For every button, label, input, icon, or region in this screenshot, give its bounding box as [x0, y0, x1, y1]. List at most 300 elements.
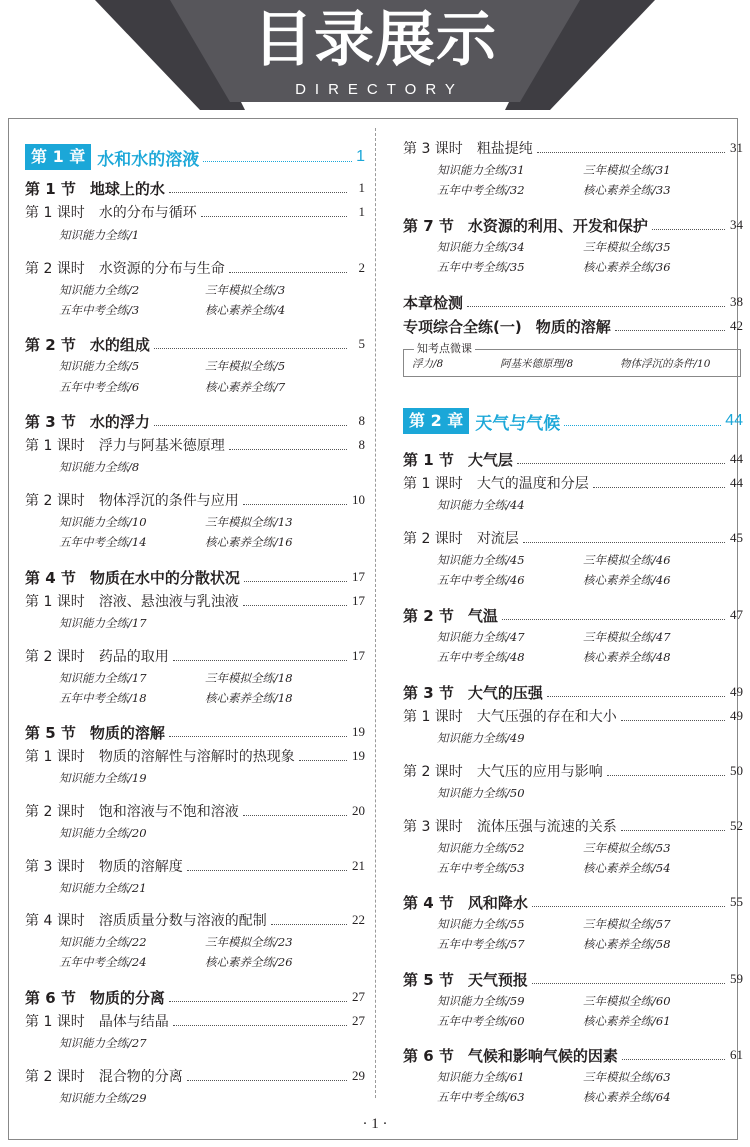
toc-lesson-entry[interactable] — [25, 855, 365, 877]
exercise-link[interactable]: 知识能力全练/5 — [59, 359, 140, 373]
exercise-link[interactable]: 三年模拟全练/13 — [205, 515, 293, 529]
entry-label — [403, 449, 513, 470]
exercise-row — [59, 768, 365, 788]
exercise-link[interactable]: 五年中考全练/3 — [59, 303, 140, 317]
entry-title: 气温 — [467, 606, 498, 625]
page-number-ref: 17 — [352, 569, 365, 584]
dot-leader — [532, 983, 725, 984]
page-number-ref: 49 — [730, 684, 743, 699]
exercise-link[interactable]: 三年模拟全练/5 — [205, 359, 286, 373]
entry-label — [25, 258, 225, 278]
entry-title: 物质的分离 — [89, 988, 165, 1007]
exercise-link[interactable]: 核心素养全练/4 — [205, 303, 286, 317]
entry-label — [25, 722, 165, 743]
exercise-link[interactable]: 知识能力全练/34 — [437, 240, 525, 254]
toc-section-entry[interactable] — [25, 177, 365, 199]
exercise-link[interactable]: 三年模拟全练/31 — [583, 163, 671, 177]
entry-title: 水资源的利用、开发和保护 — [467, 216, 648, 235]
entry-number: 第 5 节 — [25, 723, 76, 742]
exercise-link[interactable]: 知识能力全练/59 — [437, 994, 525, 1008]
exercise-link[interactable]: 核心素养全练/64 — [583, 1090, 671, 1104]
exercise-row — [437, 1067, 743, 1087]
dot-leader — [621, 830, 725, 831]
toc-section-entry[interactable] — [403, 214, 743, 236]
entry-number: 第 6 节 — [403, 1046, 454, 1065]
page-number-ref: 42 — [730, 318, 743, 333]
entry-number: 第 1 课时 — [403, 476, 463, 492]
exercise-link[interactable]: 五年中考全练/24 — [59, 955, 147, 969]
entry-label — [25, 411, 150, 432]
exercise-link[interactable]: 三年模拟全练/63 — [583, 1070, 671, 1084]
exercise-link[interactable]: 三年模拟全练/3 — [205, 283, 286, 297]
entry-number: 第 3 节 — [25, 412, 76, 431]
entry-number: 专项综合全练(一) — [403, 317, 522, 336]
entry-title: 大气的压强 — [467, 683, 543, 702]
exercise-link[interactable]: 知识能力全练/8 — [59, 460, 140, 474]
toc-lesson-entry[interactable] — [403, 472, 743, 494]
exercise-row — [59, 823, 365, 843]
toc-lesson-entry[interactable] — [25, 590, 365, 612]
page-number-ref: 1 — [358, 204, 365, 219]
entry-label — [403, 605, 498, 626]
exercise-link[interactable]: 知识能力全练/1 — [59, 228, 140, 242]
entry-number: 第 2 课时 — [25, 1069, 85, 1085]
exercise-row — [59, 1088, 365, 1108]
entry-number: 第 6 节 — [25, 988, 76, 1007]
exercise-link[interactable]: 五年中考全练/46 — [437, 573, 525, 587]
entry-title: 流体压强与流速的关系 — [476, 819, 617, 835]
exercise-link[interactable]: 三年模拟全练/53 — [583, 841, 671, 855]
chapter-number-badge: 第 1 章 — [25, 144, 91, 170]
exercise-row — [437, 627, 743, 647]
page-number-ref: 8 — [358, 413, 365, 428]
page-number-ref: 8 — [358, 437, 365, 452]
exercise-link[interactable]: 知识能力全练/49 — [437, 731, 525, 745]
page-number-ref: 45 — [730, 530, 743, 545]
page-number-ref: 31 — [730, 140, 743, 155]
dot-leader — [467, 306, 725, 307]
entry-number: 第 2 课时 — [25, 649, 85, 665]
exercise-row — [437, 237, 743, 257]
entry-number: 第 2 课时 — [403, 531, 463, 547]
exercise-link[interactable]: 三年模拟全练/35 — [583, 240, 671, 254]
microclass-title: 知考点微课 — [414, 341, 475, 357]
exercise-link[interactable]: 知识能力全练/52 — [437, 841, 525, 855]
page-number-ref: 21 — [352, 858, 365, 873]
entry-title: 饱和溶液与不饱和溶液 — [98, 804, 239, 820]
entry-number: 第 1 课时 — [25, 749, 85, 765]
page-number-ref: 44 — [725, 412, 743, 429]
entry-title: 大气压的应用与影响 — [476, 764, 603, 780]
exercise-row — [59, 356, 365, 376]
exercise-row — [437, 570, 743, 590]
toc-lesson-entry[interactable] — [403, 815, 743, 837]
page-number-ref: 17 — [352, 593, 365, 608]
entry-number: 第 2 课时 — [25, 493, 85, 509]
entry-number: 第 2 节 — [25, 335, 76, 354]
dot-leader — [201, 216, 347, 217]
entry-label — [25, 334, 150, 355]
toc-lesson-entry[interactable] — [403, 760, 743, 782]
entry-number: 第 2 课时 — [25, 261, 85, 277]
exercise-row — [59, 377, 365, 397]
entry-number: 第 5 节 — [403, 970, 454, 989]
entry-number: 第 1 课时 — [25, 1014, 85, 1030]
entry-label — [25, 856, 183, 876]
entry-number: 第 4 课时 — [25, 913, 85, 929]
exercise-row — [437, 1087, 743, 1107]
toc-lesson-entry[interactable] — [25, 201, 365, 223]
entry-label — [25, 746, 295, 766]
exercise-link[interactable]: 三年模拟全练/46 — [583, 553, 671, 567]
dot-leader — [243, 605, 347, 606]
page-number-ref: 1 — [356, 148, 365, 165]
entry-title: 混合物的分离 — [98, 1069, 183, 1085]
exercise-link[interactable]: 五年中考全练/35 — [437, 260, 525, 274]
exercise-link[interactable]: 五年中考全练/32 — [437, 183, 525, 197]
dot-leader — [622, 1059, 725, 1060]
exercise-link[interactable]: 知识能力全练/21 — [59, 881, 147, 895]
entry-title: 物质的溶解性与溶解时的热现象 — [98, 749, 295, 765]
exercise-link[interactable]: 核心素养全练/7 — [205, 380, 286, 394]
exercise-link[interactable]: 核心素养全练/58 — [583, 937, 671, 951]
entry-label — [25, 801, 239, 821]
toc-lesson-entry[interactable] — [403, 527, 743, 549]
entry-label — [403, 292, 463, 313]
exercise-link[interactable]: 三年模拟全练/23 — [205, 935, 293, 949]
exercise-link[interactable]: 核心素养全练/46 — [583, 573, 671, 587]
dot-leader — [173, 1025, 347, 1026]
dot-leader — [244, 581, 347, 582]
exercise-link[interactable]: 核心素养全练/48 — [583, 650, 671, 664]
page-number-ref: 49 — [730, 708, 743, 723]
exercise-link[interactable]: 核心素养全练/33 — [583, 183, 671, 197]
dot-leader — [173, 660, 347, 661]
page-number-ref: 29 — [352, 1068, 365, 1083]
toc-chapter-entry[interactable] — [25, 143, 365, 171]
exercise-link[interactable]: 核心素养全练/26 — [205, 955, 293, 969]
toc-lesson-entry[interactable] — [25, 800, 365, 822]
dot-leader — [652, 229, 725, 230]
dot-leader — [187, 870, 347, 871]
entry-label — [403, 682, 543, 703]
exercise-link[interactable]: 知识能力全练/10 — [59, 515, 147, 529]
dot-leader — [229, 449, 347, 450]
entry-number: 第 3 课时 — [403, 141, 463, 157]
entry-label — [25, 178, 165, 199]
dot-leader — [154, 348, 347, 349]
entry-title: 水的组成 — [89, 335, 150, 354]
knowledge-microclass-box — [403, 342, 741, 377]
toc-lesson-entry[interactable] — [403, 137, 743, 159]
entry-label — [25, 910, 267, 930]
exercise-row — [437, 550, 743, 570]
dot-leader — [593, 487, 725, 488]
entry-label — [25, 646, 169, 666]
page-number-ref: 20 — [352, 803, 365, 818]
exercise-row — [437, 838, 743, 858]
banner-title: 目录展示 — [253, 5, 497, 75]
entry-title: 粗盐提纯 — [476, 141, 533, 157]
entry-label — [25, 987, 165, 1008]
toc-lesson-entry[interactable] — [25, 257, 365, 279]
exercise-row — [59, 1033, 365, 1053]
exercise-link[interactable]: 五年中考全练/63 — [437, 1090, 525, 1104]
dot-leader — [532, 906, 725, 907]
page-number-ref: 61 — [730, 1047, 743, 1062]
exercise-row — [437, 858, 743, 878]
exercise-row — [59, 225, 365, 245]
page-number-ref: 34 — [730, 217, 743, 232]
entry-label — [403, 706, 617, 726]
exercise-row — [59, 280, 365, 300]
exercise-row — [59, 532, 365, 552]
toc-lesson-entry[interactable] — [25, 645, 365, 667]
toc-section-entry[interactable] — [403, 891, 743, 913]
chapter-number-badge: 第 2 章 — [403, 408, 469, 434]
exercise-row — [59, 878, 365, 898]
toc-section-entry[interactable] — [25, 721, 365, 743]
entry-title: 地球上的水 — [89, 179, 165, 198]
entry-number: 第 4 节 — [25, 568, 76, 587]
exercise-link[interactable]: 五年中考全练/14 — [59, 535, 147, 549]
page-number-ref: 44 — [730, 451, 743, 466]
entry-number: 第 1 课时 — [25, 594, 85, 610]
dot-leader — [607, 775, 725, 776]
toc-section-entry[interactable] — [403, 315, 743, 337]
entry-label — [403, 816, 617, 836]
page-number-ref: 10 — [352, 492, 365, 507]
entry-number: 第 3 课时 — [403, 819, 463, 835]
page-number-ref: 5 — [358, 336, 365, 351]
exercise-link[interactable]: 知识能力全练/44 — [437, 498, 525, 512]
microclass-item[interactable]: 浮力/8 — [412, 358, 444, 370]
entry-label — [403, 316, 611, 337]
microclass-item[interactable]: 物体浮沉的条件/10 — [620, 358, 711, 370]
toc-section-entry[interactable] — [403, 968, 743, 990]
exercise-link[interactable]: 三年模拟全练/18 — [205, 671, 293, 685]
directory-panel — [8, 118, 743, 1140]
exercise-row — [437, 1011, 743, 1031]
exercise-link[interactable]: 知识能力全练/55 — [437, 917, 525, 931]
exercise-row — [59, 932, 365, 952]
entry-label — [403, 528, 519, 548]
exercise-link[interactable]: 知识能力全练/17 — [59, 671, 147, 685]
exercise-link[interactable]: 五年中考全练/60 — [437, 1014, 525, 1028]
toc-section-entry[interactable] — [25, 410, 365, 432]
entry-title: 物质在水中的分散状况 — [89, 568, 240, 587]
exercise-link[interactable]: 知识能力全练/20 — [59, 826, 147, 840]
entry-label — [403, 473, 589, 493]
entry-label — [403, 1045, 618, 1066]
entry-title: 气候和影响气候的因素 — [467, 1046, 618, 1065]
toc-section-entry[interactable] — [25, 986, 365, 1008]
dot-leader — [203, 161, 352, 162]
dot-leader — [621, 720, 725, 721]
entry-title: 天气预报 — [467, 970, 528, 989]
exercise-link[interactable]: 五年中考全练/48 — [437, 650, 525, 664]
entry-label — [25, 1011, 169, 1031]
page-number-ref: 22 — [352, 912, 365, 927]
exercise-link[interactable]: 知识能力全练/50 — [437, 786, 525, 800]
exercise-link[interactable]: 知识能力全练/17 — [59, 616, 147, 630]
entry-number: 本章检测 — [403, 293, 464, 312]
dot-leader — [547, 696, 725, 697]
entry-title: 物体浮沉的条件与应用 — [98, 493, 239, 509]
entry-title: 对流层 — [476, 531, 519, 547]
dot-leader — [169, 1001, 347, 1002]
entry-title: 水的浮力 — [89, 412, 150, 431]
entry-title: 物质的溶解度 — [98, 859, 183, 875]
exercise-link[interactable]: 知识能力全练/2 — [59, 283, 140, 297]
exercise-row — [437, 783, 743, 803]
toc-lesson-entry[interactable] — [25, 745, 365, 767]
exercise-link[interactable]: 知识能力全练/61 — [437, 1070, 525, 1084]
exercise-link[interactable]: 知识能力全练/19 — [59, 771, 147, 785]
dot-leader — [271, 924, 347, 925]
exercise-link[interactable]: 知识能力全练/47 — [437, 630, 525, 644]
exercise-link[interactable]: 五年中考全练/53 — [437, 861, 525, 875]
exercise-link[interactable]: 五年中考全练/57 — [437, 937, 525, 951]
exercise-link[interactable]: 五年中考全练/18 — [59, 691, 147, 705]
entry-number: 第 1 课时 — [403, 709, 463, 725]
toc-chapter-entry[interactable] — [403, 407, 743, 435]
entry-number: 第 1 节 — [25, 179, 76, 198]
entry-label — [25, 435, 225, 455]
dot-leader — [187, 1080, 347, 1081]
page-number-ref: 59 — [730, 971, 743, 986]
entry-label — [403, 761, 603, 781]
entry-title: 药品的取用 — [98, 649, 169, 665]
toc-section-entry[interactable] — [25, 566, 365, 588]
entry-label — [25, 202, 197, 222]
page-number-ref: 44 — [730, 475, 743, 490]
microclass-item[interactable]: 阿基米德原理/8 — [500, 358, 574, 370]
toc-lesson-entry[interactable] — [25, 434, 365, 456]
dot-leader — [229, 272, 347, 273]
entry-label — [25, 490, 239, 510]
page-number-ref: 1 — [358, 180, 365, 195]
exercise-link[interactable]: 核心素养全练/36 — [583, 260, 671, 274]
entry-title: 物质的溶解 — [535, 317, 611, 336]
dot-leader — [523, 542, 725, 543]
entry-number: 第 1 课时 — [25, 205, 85, 221]
page-number-ref: 50 — [730, 763, 743, 778]
exercise-row — [437, 180, 743, 200]
entry-title: 物质的溶解 — [89, 723, 165, 742]
dot-leader — [169, 192, 347, 193]
dot-leader — [517, 463, 725, 464]
page-number-ref: 52 — [730, 818, 743, 833]
dot-leader — [564, 425, 721, 426]
dot-leader — [502, 619, 725, 620]
exercise-link[interactable]: 五年中考全练/6 — [59, 380, 140, 394]
entry-number: 第 3 节 — [403, 683, 454, 702]
exercise-link[interactable]: 知识能力全练/27 — [59, 1036, 147, 1050]
entry-number: 第 2 节 — [403, 606, 454, 625]
dot-leader — [299, 760, 347, 761]
entry-number: 第 3 课时 — [25, 859, 85, 875]
toc-lesson-entry[interactable] — [25, 1010, 365, 1032]
entry-label — [25, 591, 239, 611]
entry-title: 大气压强的存在和大小 — [476, 709, 617, 725]
entry-label — [403, 215, 648, 236]
entry-title: 水的分布与循环 — [98, 205, 197, 221]
exercise-row — [59, 300, 365, 320]
entry-label — [25, 1066, 183, 1086]
exercise-link[interactable]: 核心素养全练/18 — [205, 691, 293, 705]
entry-label — [403, 892, 528, 913]
dot-leader — [154, 425, 347, 426]
entry-number: 第 7 节 — [403, 216, 454, 235]
exercise-link[interactable]: 核心素养全练/54 — [583, 861, 671, 875]
exercise-link[interactable]: 三年模拟全练/57 — [583, 917, 671, 931]
exercise-link[interactable]: 知识能力全练/22 — [59, 935, 147, 949]
page-number-ref: 27 — [352, 1013, 365, 1028]
entry-number: 第 1 节 — [403, 450, 454, 469]
dot-leader — [243, 504, 347, 505]
exercise-link[interactable]: 知识能力全练/31 — [437, 163, 525, 177]
entry-number: 第 4 节 — [403, 893, 454, 912]
page-number-ref: 47 — [730, 607, 743, 622]
entry-number: 第 1 课时 — [25, 438, 85, 454]
toc-lesson-entry[interactable] — [25, 489, 365, 511]
banner-subtitle: DIRECTORY — [295, 81, 464, 98]
page-number: · 1 · — [362, 1116, 388, 1132]
chapter-title: 天气与气候 — [475, 413, 561, 434]
toc-section-entry[interactable] — [403, 1044, 743, 1066]
dot-leader — [537, 152, 725, 153]
toc-section-entry[interactable] — [403, 604, 743, 626]
exercise-row — [59, 668, 365, 688]
exercise-link[interactable]: 知识能力全练/45 — [437, 553, 525, 567]
toc-section-entry[interactable] — [25, 333, 365, 355]
entry-label — [403, 969, 528, 990]
entry-label — [25, 567, 240, 588]
exercise-link[interactable]: 知识能力全练/29 — [59, 1091, 147, 1105]
exercise-link[interactable]: 三年模拟全练/47 — [583, 630, 671, 644]
entry-title: 风和降水 — [467, 893, 528, 912]
exercise-link[interactable]: 核心素养全练/16 — [205, 535, 293, 549]
entry-title: 晶体与结晶 — [98, 1014, 169, 1030]
page-number-ref: 19 — [352, 748, 365, 763]
toc-section-entry[interactable] — [403, 291, 743, 313]
exercise-row — [59, 613, 365, 633]
entry-title: 水资源的分布与生命 — [98, 261, 225, 277]
entry-title: 浮力与阿基米德原理 — [98, 438, 225, 454]
toc-section-entry[interactable] — [403, 681, 743, 703]
exercise-link[interactable]: 三年模拟全练/60 — [583, 994, 671, 1008]
exercise-row — [437, 914, 743, 934]
page-number-ref: 17 — [352, 648, 365, 663]
dot-leader — [169, 736, 347, 737]
exercise-link[interactable]: 核心素养全练/61 — [583, 1014, 671, 1028]
toc-lesson-entry[interactable] — [25, 909, 365, 931]
entry-title: 大气的温度和分层 — [476, 476, 589, 492]
column-divider — [375, 128, 376, 1098]
exercise-row — [437, 257, 743, 277]
toc-lesson-entry[interactable] — [25, 1065, 365, 1087]
toc-lesson-entry[interactable] — [403, 705, 743, 727]
entry-number: 第 2 课时 — [25, 804, 85, 820]
page-number-ref: 2 — [358, 260, 365, 275]
chapter-title: 水和水的溶液 — [97, 149, 200, 170]
exercise-row — [59, 512, 365, 532]
toc-section-entry[interactable] — [403, 448, 743, 470]
exercise-row — [437, 160, 743, 180]
exercise-row — [437, 934, 743, 954]
exercise-row — [59, 688, 365, 708]
